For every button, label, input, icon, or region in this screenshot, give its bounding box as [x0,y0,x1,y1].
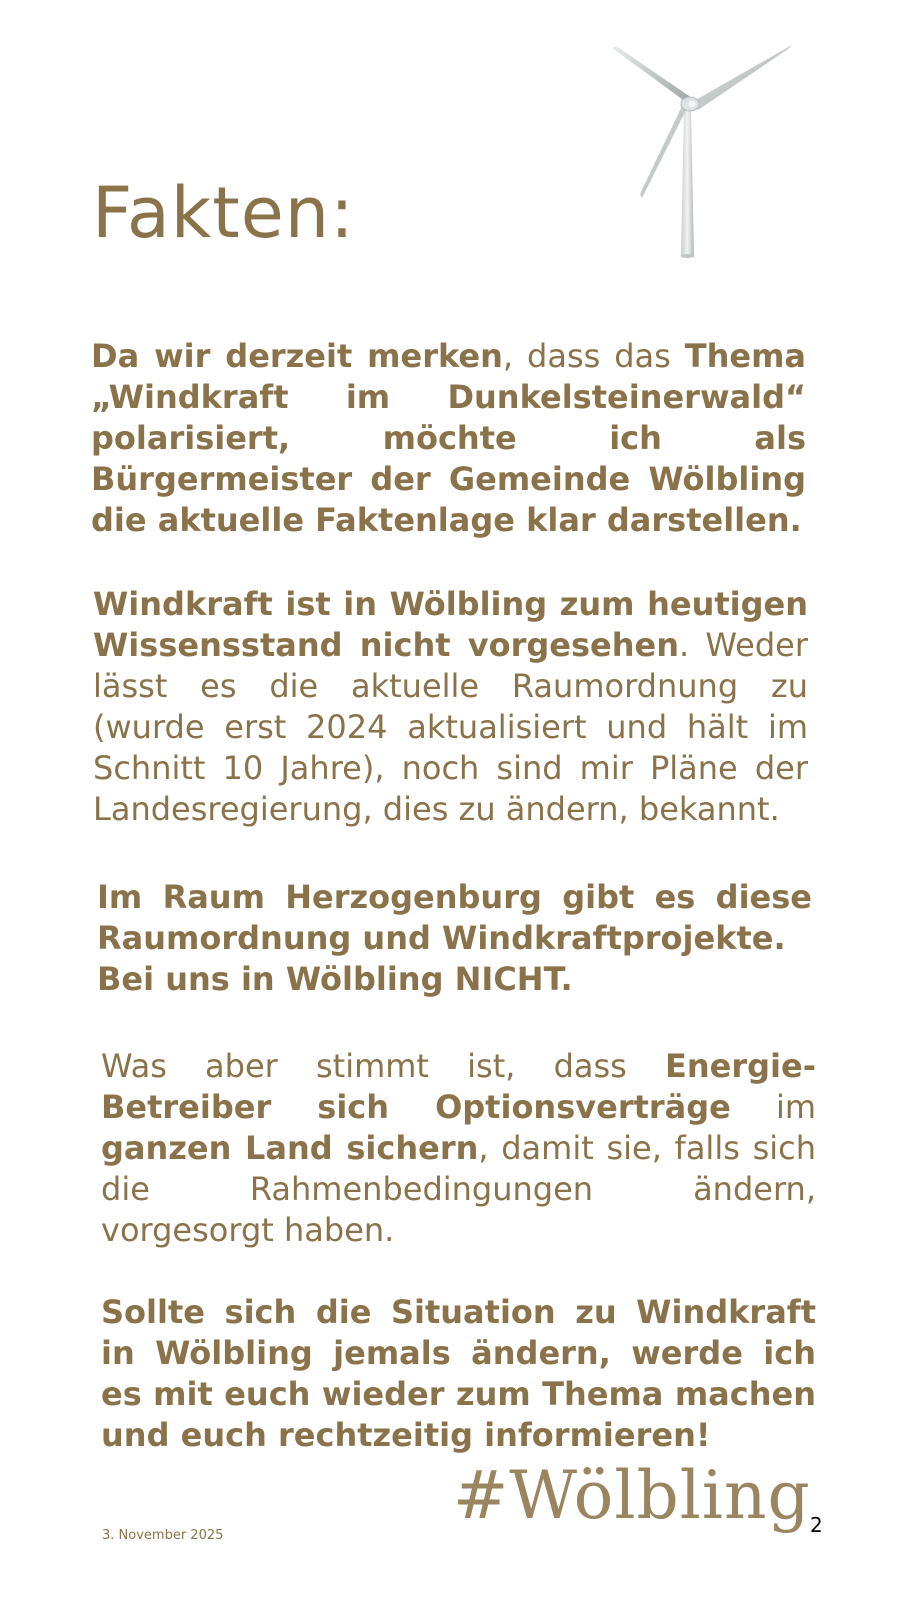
herzogenburg-line-1: Im Raum Herzogenburg gibt es diese Raumordnung und Windkraftprojekte. [97,878,812,957]
page-number: 2 [810,1513,823,1537]
paragraph-intro [91,336,806,541]
status-bold: Windkraft ist in Wölbling zum heutigen Wissensstand nicht vorgesehen [93,585,808,664]
intro-regular-1: , dass das [502,337,685,375]
paragraph-optionsvertraege [101,1046,816,1251]
intro-bold-1: Da wir derzeit merken [91,337,503,375]
paragraph-herzogenburg [97,877,812,1000]
options-regular-1: Was aber stimmt ist, dass [101,1047,666,1085]
options-regular-3: , damit sie, falls sich die Rahmenbedingungen ändern, vorgesorgt haben. [101,1129,816,1249]
paragraph-windkraft-status [93,584,808,830]
status-regular: . Weder lässt es die aktuelle Raumordnung zu (wurde erst 2024 aktualisiert und hält im Schnitt 10 Jahre), noch sind mir Pläne der Landesregierung, dies zu ändern, bekannt. [93,626,809,828]
herzogenburg-line-2: Bei uns in Wölbling NICHT. [97,960,573,998]
intro-bold-2: Thema „Windkraft im Dunkelsteinerwald“ polarisiert, möchte ich als Bürgermeister der Gemeinde Wölbling die aktuelle Faktenlage klar darstellen. [91,337,806,539]
publication-date: 3. November 2025 [102,1528,224,1543]
options-bold-2: ganzen Land sichern [101,1129,479,1167]
options-bold-1: Energie-Betreiber sich Optionsverträge [101,1047,816,1126]
options-regular-2: im [730,1088,816,1126]
wind-turbine-icon [612,40,812,270]
closing-bold: Sollte sich die Situation zu Windkraft in Wölbling jemals ändern, werde ich es mit euch wieder zum Thema machen und euch rechtzeitig informieren! [101,1293,816,1454]
paragraph-closing [101,1292,816,1456]
page-title: Fakten: [92,172,355,254]
brand-hashtag: #Wölbling [453,1457,811,1534]
